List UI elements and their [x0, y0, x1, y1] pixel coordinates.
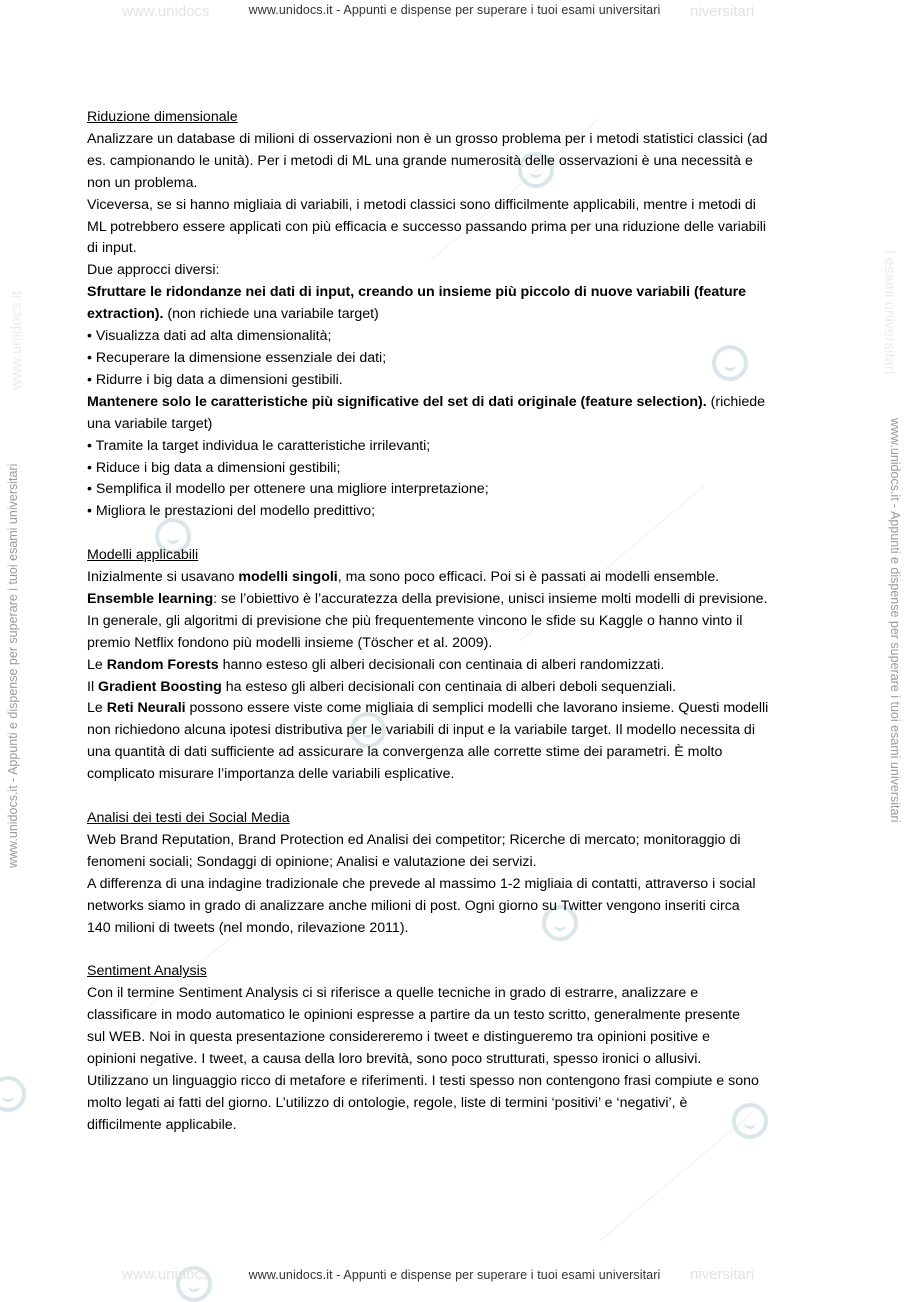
text-line: [87, 370, 832, 392]
text-line: [87, 698, 832, 720]
text-line: [87, 852, 832, 874]
text-line: [87, 436, 832, 458]
text-segment: Le: [87, 700, 107, 717]
text-line: [87, 282, 832, 304]
text-segment: ha esteso gli alberi decisionali con centinaia di alberi deboli sequenziali.: [221, 678, 677, 695]
text-segment: • Recuperare la dimensione essenziale dei dati;: [87, 349, 387, 366]
watermark-ghost-text: www.unidocs: [122, 3, 210, 20]
text-segment: Utilizzano un linguaggio ricco di metafore e riferimenti. I testi spesso non contengono frasi compiute e sono: [87, 1072, 759, 1089]
text-segment: non un problema.: [87, 174, 198, 191]
text-segment: • Visualizza dati ad alta dimensionalità;: [87, 328, 332, 345]
text-segment: possono essere viste come migliaia di semplici modelli che lavorano insieme. Questi modelli: [185, 700, 769, 717]
bold-text: Random Forests: [106, 656, 219, 673]
text-segment: Inizialmente si usavano: [87, 569, 239, 586]
text-line: [87, 414, 832, 436]
text-segment: es. campionando le unità). Per i metodi di ML una grande numerosità delle osservazioni è una necessità e: [87, 152, 753, 169]
text-line: [87, 173, 832, 195]
paragraph-gap: [87, 523, 832, 545]
text-segment: una variabile target): [87, 415, 213, 432]
text-line: [87, 304, 832, 326]
watermark-ghost-text: niversitari: [690, 1266, 755, 1283]
text-line: [87, 611, 832, 633]
text-segment: • Ridurre i big data a dimensioni gestibili.: [87, 371, 343, 388]
bold-text: Ensemble learning: [87, 590, 214, 607]
watermark-ghost-text: niversitari: [690, 3, 755, 20]
text-segment: Web Brand Reputation, Brand Protection ed Analisi dei competitor; Ricerche di mercato; monitoraggio di: [87, 831, 741, 848]
text-segment: • Semplifica il modello per ottenere una migliore interpretazione;: [87, 481, 489, 498]
text-segment: Il: [87, 678, 99, 695]
bold-text: modelli singoli: [238, 569, 338, 586]
unidocs-logo-icon: [0, 1076, 26, 1112]
text-line: [87, 151, 832, 173]
section-heading: Sentiment Analysis: [87, 963, 207, 980]
text-line: [87, 479, 832, 501]
paragraph-gap: [87, 939, 832, 961]
text-segment: molto legati ai fatti del giorno. L’utilizzo di ontologie, regole, liste di termini ‘positivi’ e ‘negativi’, è: [87, 1094, 688, 1111]
text-segment: (richiede: [706, 393, 766, 410]
section-heading: Riduzione dimensionale: [87, 109, 238, 125]
text-line: [87, 195, 832, 217]
text-line: [87, 217, 832, 239]
text-line: [87, 764, 832, 786]
text-segment: classificare in modo automatico le opinioni espresse a partire da un testo scritto, generalmente presente: [87, 1007, 740, 1024]
watermark-right-side: www.unidocs.it - Appunti e dispense per superare i tuoi esami universitari: [888, 418, 902, 823]
text-segment: difficilmente applicabile.: [87, 1116, 237, 1133]
bold-text: Mantenere solo le caratteristiche più significative del set di dati originale (feature selection).: [87, 393, 707, 410]
text-segment: • Riduce i big data a dimensioni gestibili;: [87, 459, 341, 476]
text-segment: • Migliora le prestazioni del modello predittivo;: [87, 503, 376, 520]
text-segment: non richiedono alcuna ipotesi distributiva per le variabili di input e la variabile target. Il modello necessita di: [87, 722, 755, 739]
section-heading: Analisi dei testi dei Social Media: [87, 809, 290, 826]
bold-text: Reti Neurali: [106, 700, 186, 717]
text-line: [87, 677, 832, 699]
text-line: [87, 720, 832, 742]
text-segment: • Tramite la target individua le caratteristiche irrilevanti;: [87, 437, 431, 454]
text-segment: fenomeni sociali; Sondaggi di opinione; Analisi e valutazione dei servizi.: [87, 853, 537, 870]
text-line: [87, 501, 832, 523]
text-line: [87, 348, 832, 370]
section-heading: Modelli applicabili: [87, 547, 199, 564]
text-segment: complicato misurare l’importanza delle variabili esplicative.: [87, 766, 455, 783]
text-line: [87, 1049, 832, 1071]
text-line: [87, 567, 832, 589]
text-line: [87, 655, 832, 677]
text-segment: una quantità di dati sufficiente ad assicurare la convergenza alle corrette stime dei parametri. È molto: [87, 744, 723, 761]
text-segment: Due approcci diversi:: [87, 262, 220, 279]
text-line: [87, 742, 832, 764]
bold-text: Sfruttare le ridondanze nei dati di input, creando un insieme più piccolo di nuove variabili (feature: [87, 284, 747, 301]
text-segment: di input.: [87, 240, 137, 257]
text-line: [87, 1071, 832, 1093]
text-line: [87, 260, 832, 282]
text-segment: In generale, gli algoritmi di previsione che più frequentemente vincono le sfide su Kaggle o hanno vinto il: [87, 612, 743, 629]
text-segment: A differenza di una indagine tradizionale che prevede al massimo 1-2 migliaia di contatti, attraverso i social: [87, 875, 756, 892]
text-line: [87, 1115, 832, 1137]
text-segment: sul WEB. Noi in questa presentazione considereremo i tweet e distingueremo tra opinioni positive e: [87, 1029, 711, 1046]
text-line: [87, 238, 832, 260]
text-line: [87, 874, 832, 896]
text-line: [87, 633, 832, 655]
text-segment: (non richiede una variabile target): [163, 306, 379, 323]
text-line: [87, 1093, 832, 1115]
text-segment: opinioni negative. I tweet, a causa della loro brevità, sono poco strutturati, spesso ironici o allusivi.: [87, 1050, 702, 1067]
watermark-ghost-text: www.unidocs: [122, 1266, 210, 1283]
text-line: [87, 392, 832, 414]
document-body: [87, 107, 832, 1137]
bold-text: extraction).: [87, 306, 164, 323]
text-line: [87, 983, 832, 1005]
watermark-top: www.unidocs.it - Appunti e dispense per superare i tuoi esami universitari: [248, 3, 661, 17]
text-segment: Viceversa, se si hanno migliaia di variabili, i metodi classici sono difficilmente applicabili, mentre i metodi di: [87, 196, 756, 213]
text-line: [87, 896, 832, 918]
text-line: [87, 830, 832, 852]
text-segment: ML potrebbero essere applicati con più efficacia e successo passando prima per una riduzione delle variabili: [87, 218, 767, 235]
text-segment: hanno esteso gli alberi decisionali con centinaia di alberi randomizzati.: [218, 656, 665, 673]
text-line: [87, 129, 832, 151]
text-segment: Le: [87, 656, 107, 673]
watermark-left-side: www.unidocs.it - Appunti e dispense per superare i tuoi esami universitari: [6, 463, 20, 868]
text-segment: Analizzare un database di milioni di osservazioni non è un grosso problema per i metodi statistici classici (ad: [87, 130, 768, 147]
text-line: [87, 458, 832, 480]
text-segment: 140 milioni di tweets (nel mondo, rilevazione 2011).: [87, 919, 409, 936]
watermark-ghost-side: i esami universitari: [881, 250, 898, 375]
text-line: [87, 1005, 832, 1027]
paragraph-gap: [87, 786, 832, 808]
text-segment: Con il termine Sentiment Analysis ci si riferisce a quelle tecniche in grado di estrarre, analizzare e: [87, 985, 699, 1002]
bold-text: Gradient Boosting: [98, 678, 222, 695]
text-segment: , ma sono poco efficaci. Poi si è passati ai modelli ensemble.: [337, 569, 720, 586]
text-segment: : se l’obiettivo è l’accuratezza della previsione, unisci insieme molti modelli di previsione.: [213, 590, 768, 607]
text-segment: premio Netflix fondono più modelli insieme (Töscher et al. 2009).: [87, 634, 493, 651]
text-line: [87, 1027, 832, 1049]
text-line: [87, 918, 832, 940]
text-line: [87, 589, 832, 611]
text-line: [87, 326, 832, 348]
watermark-bottom: www.unidocs.it - Appunti e dispense per superare i tuoi esami universitari: [248, 1268, 661, 1282]
watermark-ghost-side: www.unidocs.it: [8, 290, 25, 390]
text-segment: networks siamo in grado di analizzare anche milioni di post. Ogni giorno su Twitter vengono inseriti circa: [87, 897, 740, 914]
